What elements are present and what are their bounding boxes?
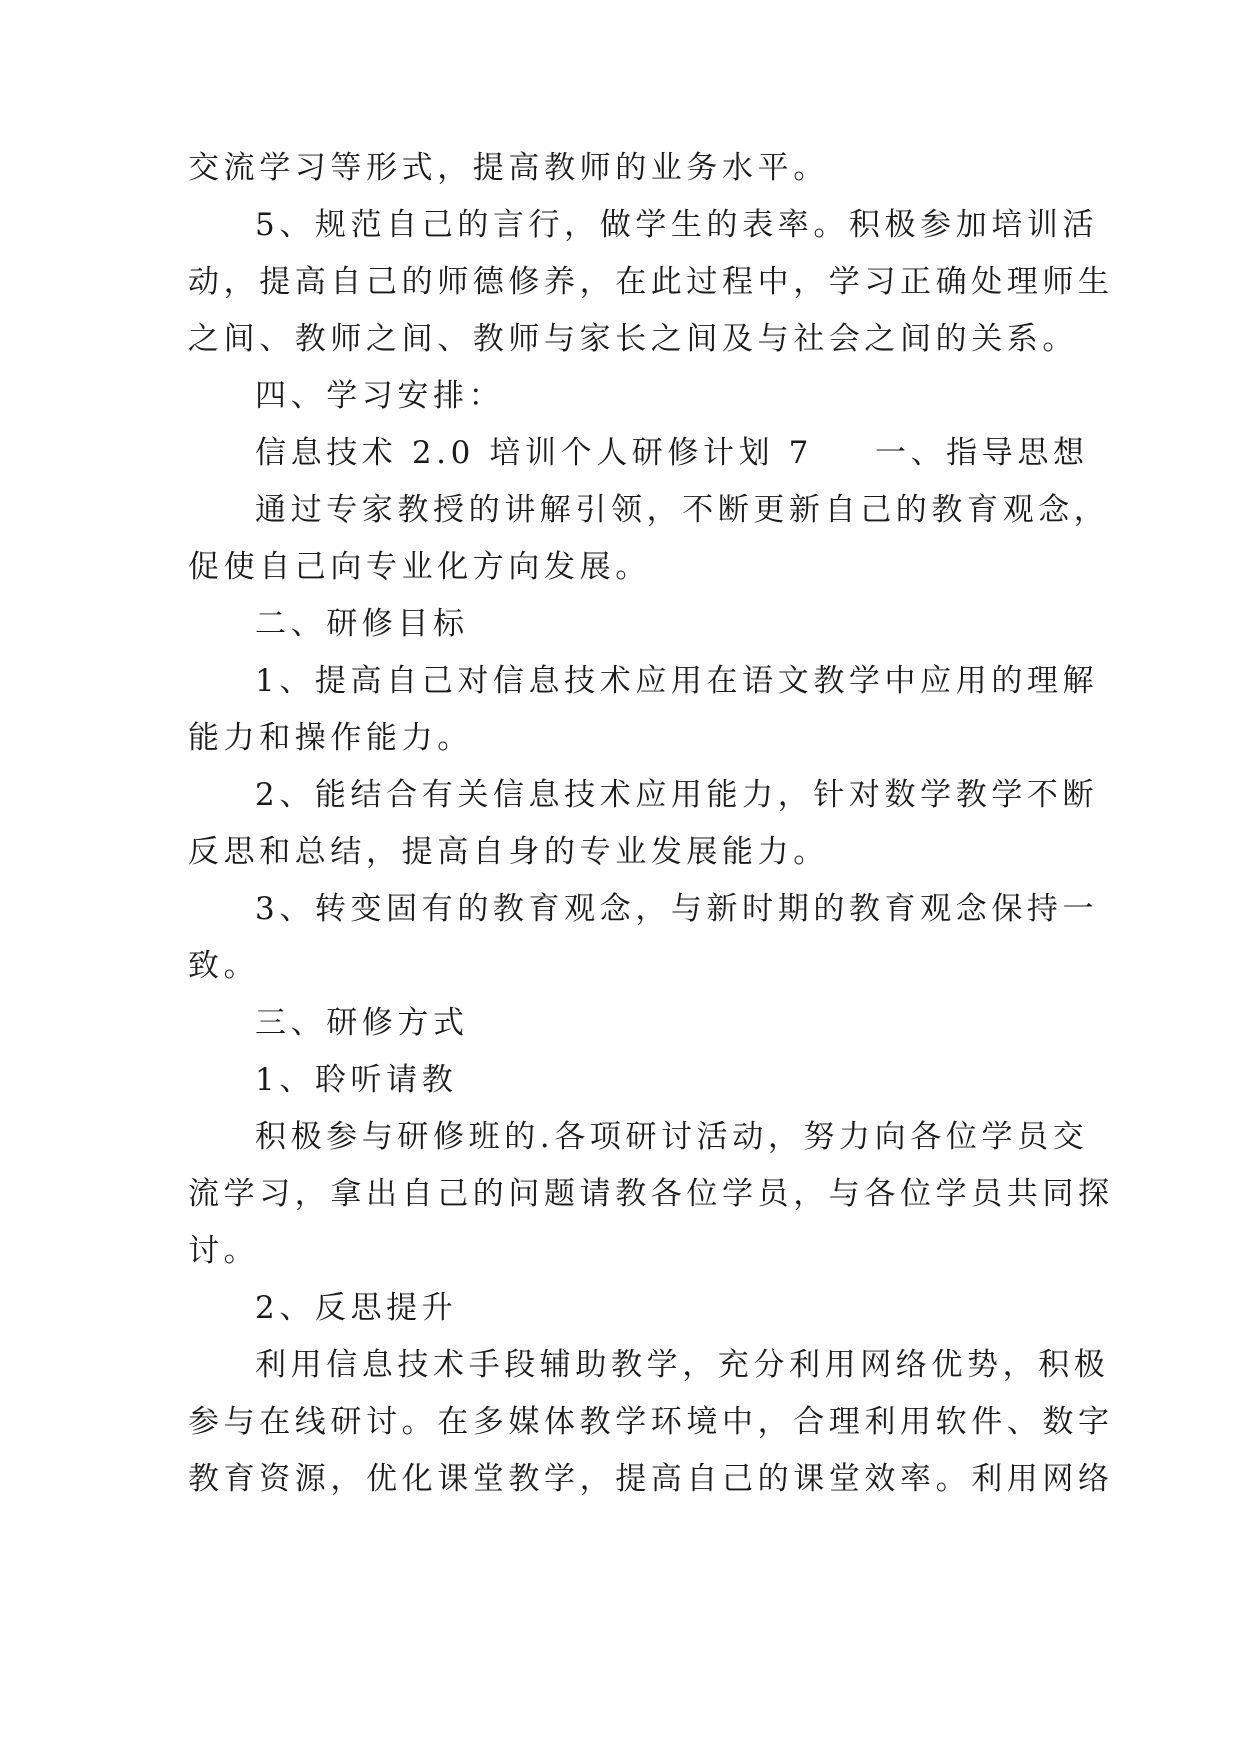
text-line: 利用信息技术手段辅助教学，充分利用网络优势，积极 (255, 1347, 1110, 1383)
text-line: 教育资源，优化课堂教学，提高自己的课堂效率。利用网络 (188, 1461, 1114, 1497)
text-line: 流学习，拿出自己的问题请教各位学员，与各位学员共同探 (188, 1176, 1114, 1212)
text-line: 促使自己向专业化方向发展。 (188, 549, 651, 585)
subsection-heading: 2、反思提升 (255, 1290, 458, 1326)
text-line: 积极参与研修班的.各项研讨活动，努力向各位学员交 (255, 1119, 1089, 1155)
subsection-heading: 1、聆听请教 (255, 1062, 458, 1098)
text-line: 通过专家教授的讲解引领，不断更新自己的教育观念， (255, 492, 1110, 528)
text-line: 3、转变固有的教育观念，与新时期的教育观念保持一 (255, 891, 1099, 927)
text-line: 四、学习安排： (255, 378, 505, 414)
text-line: 之间、教师之间、教师与家长之间及与社会之间的关系。 (188, 321, 1078, 357)
text-line: 致。 (188, 948, 260, 984)
text-line: 反思和总结，提高自身的专业发展能力。 (188, 834, 829, 870)
text-line: 能力和操作能力。 (188, 720, 473, 756)
section-heading: 二、研修目标 (255, 606, 469, 642)
text-line-heading (0, 431, 1241, 475)
text-line: 动，提高自己的师德修养，在此过程中，学习正确处理师生 (188, 264, 1114, 300)
plan-title: 信息技术 2.0 培训个人研修计划 7 (255, 435, 813, 471)
text-line: 参与在线研讨。在多媒体教学环境中，合理利用软件、数字 (188, 1404, 1114, 1440)
text-line: 讨。 (188, 1233, 260, 1269)
section-heading: 三、研修方式 (255, 1005, 469, 1041)
text-line: 1、提高自己对信息技术应用在语文教学中应用的理解 (255, 663, 1099, 699)
text-line: 2、能结合有关信息技术应用能力，针对数学教学不断 (255, 777, 1099, 813)
section-heading: 一、指导思想 (874, 435, 1089, 471)
text-line: 交流学习等形式，提高教师的业务水平。 (188, 150, 829, 186)
text-line: 5、规范自己的言行，做学生的表率。积极参加培训活 (255, 207, 1099, 243)
